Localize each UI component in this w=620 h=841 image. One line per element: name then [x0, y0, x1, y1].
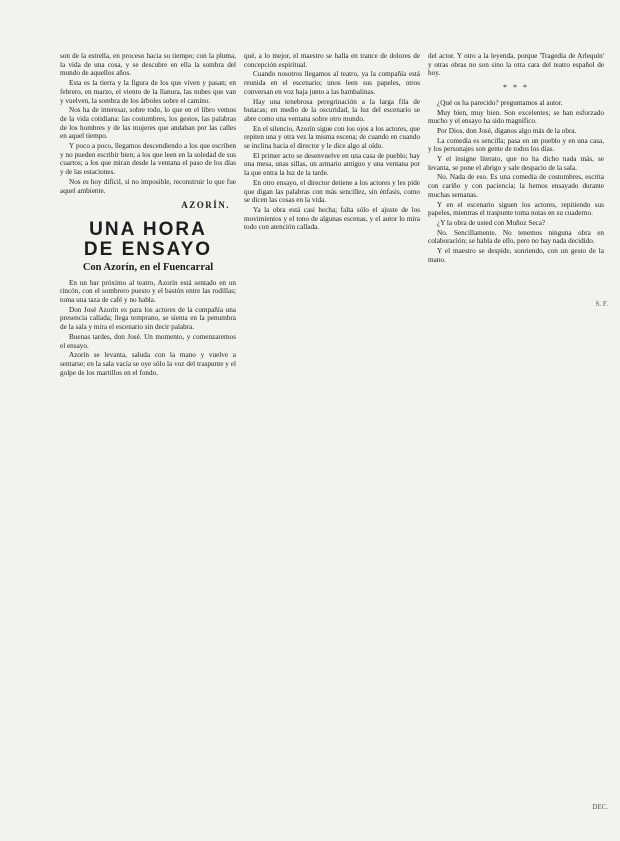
- paragraph: Por Dios, don José, díganos algo más de la obra.: [437, 126, 577, 135]
- paragraph: Don José Azorín es para los actores de la compañía una presencia callada; llega temprano, se sienta en la penumbra de la sala y mira el escenario sin decir palabra.: [60, 305, 236, 332]
- column-1-bottom-text: [60, 279, 236, 378]
- article-headline: [60, 220, 236, 260]
- paragraph: El primer acto se desenvuelve en una casa de pueblo; hay una mesa, unas sillas, un armario antiguo y una ventana por la que entra la luz de la tarde.: [244, 151, 420, 178]
- paragraph: ¿Y la obra de usted con Muñoz Seca?: [437, 218, 546, 227]
- paragraph: Nos ha de interesar, sobre todo, lo que en el libro vemos de la vida cotidiana: las costumbres, los gestos, las palabras de los hombres y de las mujeres que andaban por las calles en aquel tiempo.: [60, 106, 236, 141]
- paragraph: La comedia es sencilla; pasa en un pueblo y en una casa, y los personajes son gente de todos los días.: [428, 136, 604, 154]
- paragraph: Buenas tardes, don José. Un momento, y comenzaremos el ensayo.: [60, 332, 236, 350]
- paragraph: ¿Qué os ha parecido? preguntamos al autor.: [437, 98, 563, 107]
- paragraph: Y el maestro se despide, sonriendo, con un gesto de la mano.: [428, 247, 604, 264]
- paragraph: En otro ensayo, el director detiene a los actores y les pide que digan las palabras con más sencillez, sin énfasis, como se dicen las cosas en la vida.: [244, 178, 420, 205]
- margin-note: S. F.: [595, 300, 608, 308]
- paragraph: En el silencio, Azorín sigue con los ojos a los actores, que repiten una y otra vez la misma escena; de cuando en cuando se inclina hacia el director y le dice algo al oído.: [244, 124, 420, 151]
- article-columns: [60, 52, 610, 823]
- paragraph: Y en el escenario siguen los actores, repitiendo sus papeles, mientras el traspunte toma notas en su cuaderno.: [428, 200, 604, 218]
- section-separator: * * *: [503, 83, 529, 93]
- paragraph: Y poco a poco, llegamos descendiendo a los que escriben y no pueden escribir bien; a los que leen en la soledad de sus cuartos; a los que miran desde la ventana el paso de los días y de las estaciones.: [60, 142, 236, 177]
- paragraph: No. Nada de eso. Es una comedia de costumbres, escrita con cariño y con paciencia; la hemos ensayado durante muchas semanas.: [428, 173, 604, 199]
- headline-line-2: DE ENSAYO: [83, 238, 213, 260]
- article-subheading: Con Azorín, en el Fuencarral: [82, 261, 214, 273]
- paragraph: Hay una tenebrosa peregrinación a la larga fila de butacas; en medio de la oscuridad, la luz del escenario se abre como una ventana sobre otro mundo.: [244, 97, 420, 123]
- headline-line-1: UNA HORA: [89, 218, 207, 240]
- paragraph: Cuando nosotros llegamos al teatro, ya la compañía está reunida en el escenario; unos leen sus papeles, otros conversan en voz baja junto a las bambalinas.: [244, 70, 420, 96]
- column-2: [244, 52, 420, 823]
- paragraph: Muy bien, muy bien. Son excelentes; se han esforzado mucho y el ensayo ha sido magnífico.: [428, 108, 604, 126]
- paragraph: qué, a lo mejor, el maestro se halla en trance de dolores de concepción espiritual.: [244, 52, 420, 69]
- paragraph: Azorín se levanta, saluda con la mano y vuelve a sentarse; en la sala vacía se oye sólo la voz del traspunte y el golpe de los martillos en el fondo.: [60, 351, 236, 377]
- paragraph: En un bar próximo al teatro, Azorín está sentado en un rincón, con el sombrero puesto y el bastón entre las rodillas; toma una taza de café y no habla.: [60, 278, 236, 305]
- paragraph: Ya la obra está casi hecha; falta sólo el ajuste de los movimientos y el tono de algunas escenas, y el autor lo mira todo con atención callada.: [244, 205, 420, 232]
- paragraph: Esta es la tierra y la figura de los que viven y pasan; en febrero, en marzo, el viento de la llanura, las nubes que van y vuelven, la sombra de los árboles sobre el camino.: [60, 79, 236, 105]
- paragraph: son de la estrella, en proceso hacia su tiempo; con la pluma, la vida de una cosa, y se descubre en ella la sombra del mundo de aquellos años.: [60, 52, 236, 78]
- paragraph: Nos es hoy difícil, si no imposible, reconstruir lo que fue aquel ambiente.: [60, 177, 236, 195]
- column-1: [60, 52, 236, 823]
- paragraph: del actor. Y otro a la leyenda, porque 'Tragedia de Arlequín' y otras obras no son sino la otra cara del teatro español de hoy.: [428, 52, 604, 78]
- paragraph: Y el insigne literato, que no ha dicho nada más, se levanta, se pone el abrigo y sale despacio de la sala.: [428, 155, 604, 172]
- paragraph: No. Sencillamente. No tenemos ninguna obra en colaboración; se habla de ello, pero no hay nada decidido.: [428, 228, 604, 246]
- column-1-top-text: [60, 52, 236, 195]
- column-3: [428, 52, 604, 823]
- author-signature: AZORÍN.: [181, 200, 230, 211]
- margin-note: DEC.: [592, 803, 608, 811]
